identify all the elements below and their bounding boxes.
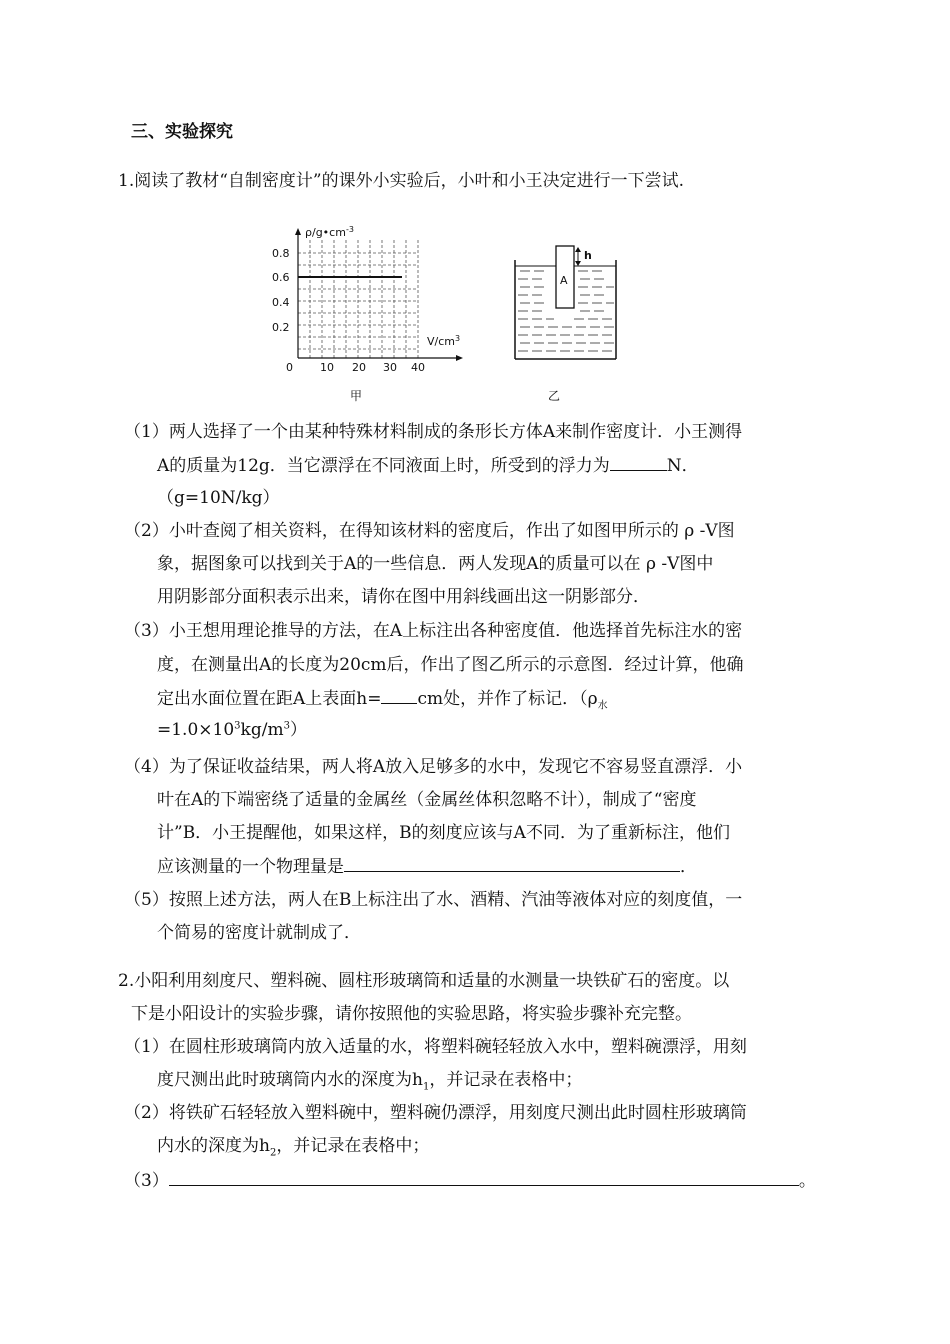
q1-p5-line1: （5）按照上述方法，两人在B上标注出了水、酒精、汽油等液体对应的刻度值，一 — [124, 890, 743, 910]
h-arrow-up-icon — [575, 247, 581, 252]
q1-p1-line3: （g=10N/kg） — [157, 488, 280, 508]
y-axis-label: $\rho/g•cm^{-3}$ — [305, 225, 354, 239]
q1-p3-line4: $=1.0\times 10^3kg/m^3$） — [157, 720, 307, 740]
q2-step2-line2: 内水的深度为$h_2$，并记录在表格中； — [157, 1136, 430, 1159]
block-a-label: A — [560, 274, 568, 287]
q2-step1-line2: 度尺测出此时玻璃筒内水的深度为$h_1$，并记录在表格中； — [157, 1070, 583, 1093]
x-tick-20: 20 — [352, 361, 366, 374]
q1-p4-line2: 叶在A的下端密绕了适量的金属丝（金属丝体积忽略不计），制成了“密度 — [157, 790, 697, 810]
x-tick-40: 40 — [411, 361, 425, 374]
y-axis-arrow-icon — [295, 228, 301, 235]
q1-p4-line3: 计”B．小王提醒他，如果这样，B的刻度应该与A不同．为了重新标注，他们 — [157, 823, 730, 843]
q2-line2: 下是小阳设计的实验步骤，请你按照他的实验思路，将实验步骤补充完整。 — [131, 1004, 692, 1024]
q1-p5-line2: 个简易的密度计就制成了． — [157, 923, 361, 943]
y-tick-0.8: 0.8 — [272, 247, 290, 260]
answer-blank-2[interactable] — [381, 687, 417, 704]
x-tick-30: 30 — [383, 361, 397, 374]
figure-jia-density-volume-graph — [268, 220, 478, 405]
x-tick-0: 0 — [286, 361, 293, 374]
q2-step1-line1: （1）在圆柱形玻璃筒内放入适量的水，将塑料碗轻轻放入水中，塑料碗漂浮，用刻 — [124, 1037, 747, 1057]
figure-yi-float-diagram — [508, 238, 623, 405]
q1-p2-line3: 用阴影部分面积表示出来，请你在图中用斜线画出这一阴影部分． — [157, 587, 650, 607]
x-axis-arrow-icon — [456, 355, 463, 361]
h-arrow-down-icon — [575, 261, 581, 266]
q1-p3-line3: 定出水面位置在距A上表面h= cm处，并作了标记．（$\rho_水$ — [157, 689, 608, 712]
q1-p1-line1: （1）两人选择了一个由某种特殊材料制成的条形长方体A来制作密度计．小王测得 — [124, 422, 743, 442]
q1-p1-line2: A的质量为12g．当它漂浮在不同液面上时，所受到的浮力为 N． — [157, 456, 699, 476]
x-axis-label: $V/cm^3$ — [427, 334, 461, 348]
answer-blank-3[interactable] — [344, 855, 680, 872]
q1-p2-line2: 象，据图象可以找到关于A的一些信息．两人发现A的质量可以在 ρ -V图中 — [157, 554, 714, 574]
y-tick-0.6: 0.6 — [272, 271, 290, 284]
q1-p4-line1: （4）为了保证收益结果，两人将A放入足够多的水中，发现它不容易竖直漂浮．小 — [124, 757, 743, 777]
q1-intro: 1.阅读了教材“自制密度计”的课外小实验后，小叶和小王决定进行一下尝试. — [118, 171, 685, 191]
q2-step3-line: （3） 。 — [124, 1171, 816, 1191]
figure-jia-caption: 甲 — [350, 389, 363, 403]
q1-p4-line4: 应该测量的一个物理量是 ． — [157, 857, 697, 877]
answer-blank-4[interactable] — [169, 1169, 799, 1186]
q2-line1: 2.小阳利用刻度尺、塑料碗、圆柱形玻璃筒和适量的水测量一块铁矿石的密度。以 — [118, 971, 730, 991]
y-tick-0.4: 0.4 — [272, 296, 290, 309]
h-label: h — [584, 249, 592, 262]
x-tick-10: 10 — [320, 361, 334, 374]
q1-p3-line1: （3）小王想用理论推导的方法，在A上标注出各种密度值．他选择首先标注水的密 — [124, 621, 743, 641]
section-title: 三、实验探究 — [131, 122, 233, 142]
answer-blank-1[interactable] — [610, 454, 667, 471]
figure-yi-caption: 乙 — [548, 389, 561, 403]
y-tick-0.2: 0.2 — [272, 321, 290, 334]
q2-step2-line1: （2）将铁矿石轻轻放入塑料碗中，塑料碗仍漂浮，用刻度尺测出此时圆柱形玻璃筒 — [124, 1103, 747, 1123]
q1-p2-line1: （2）小叶查阅了相关资料，在得知该材料的密度后，作出了如图甲所示的 ρ -V图 — [124, 521, 735, 541]
q1-p3-line2: 度，在测量出A的长度为20cm后，作出了图乙所示的示意图．经过计算，他确 — [157, 655, 744, 675]
